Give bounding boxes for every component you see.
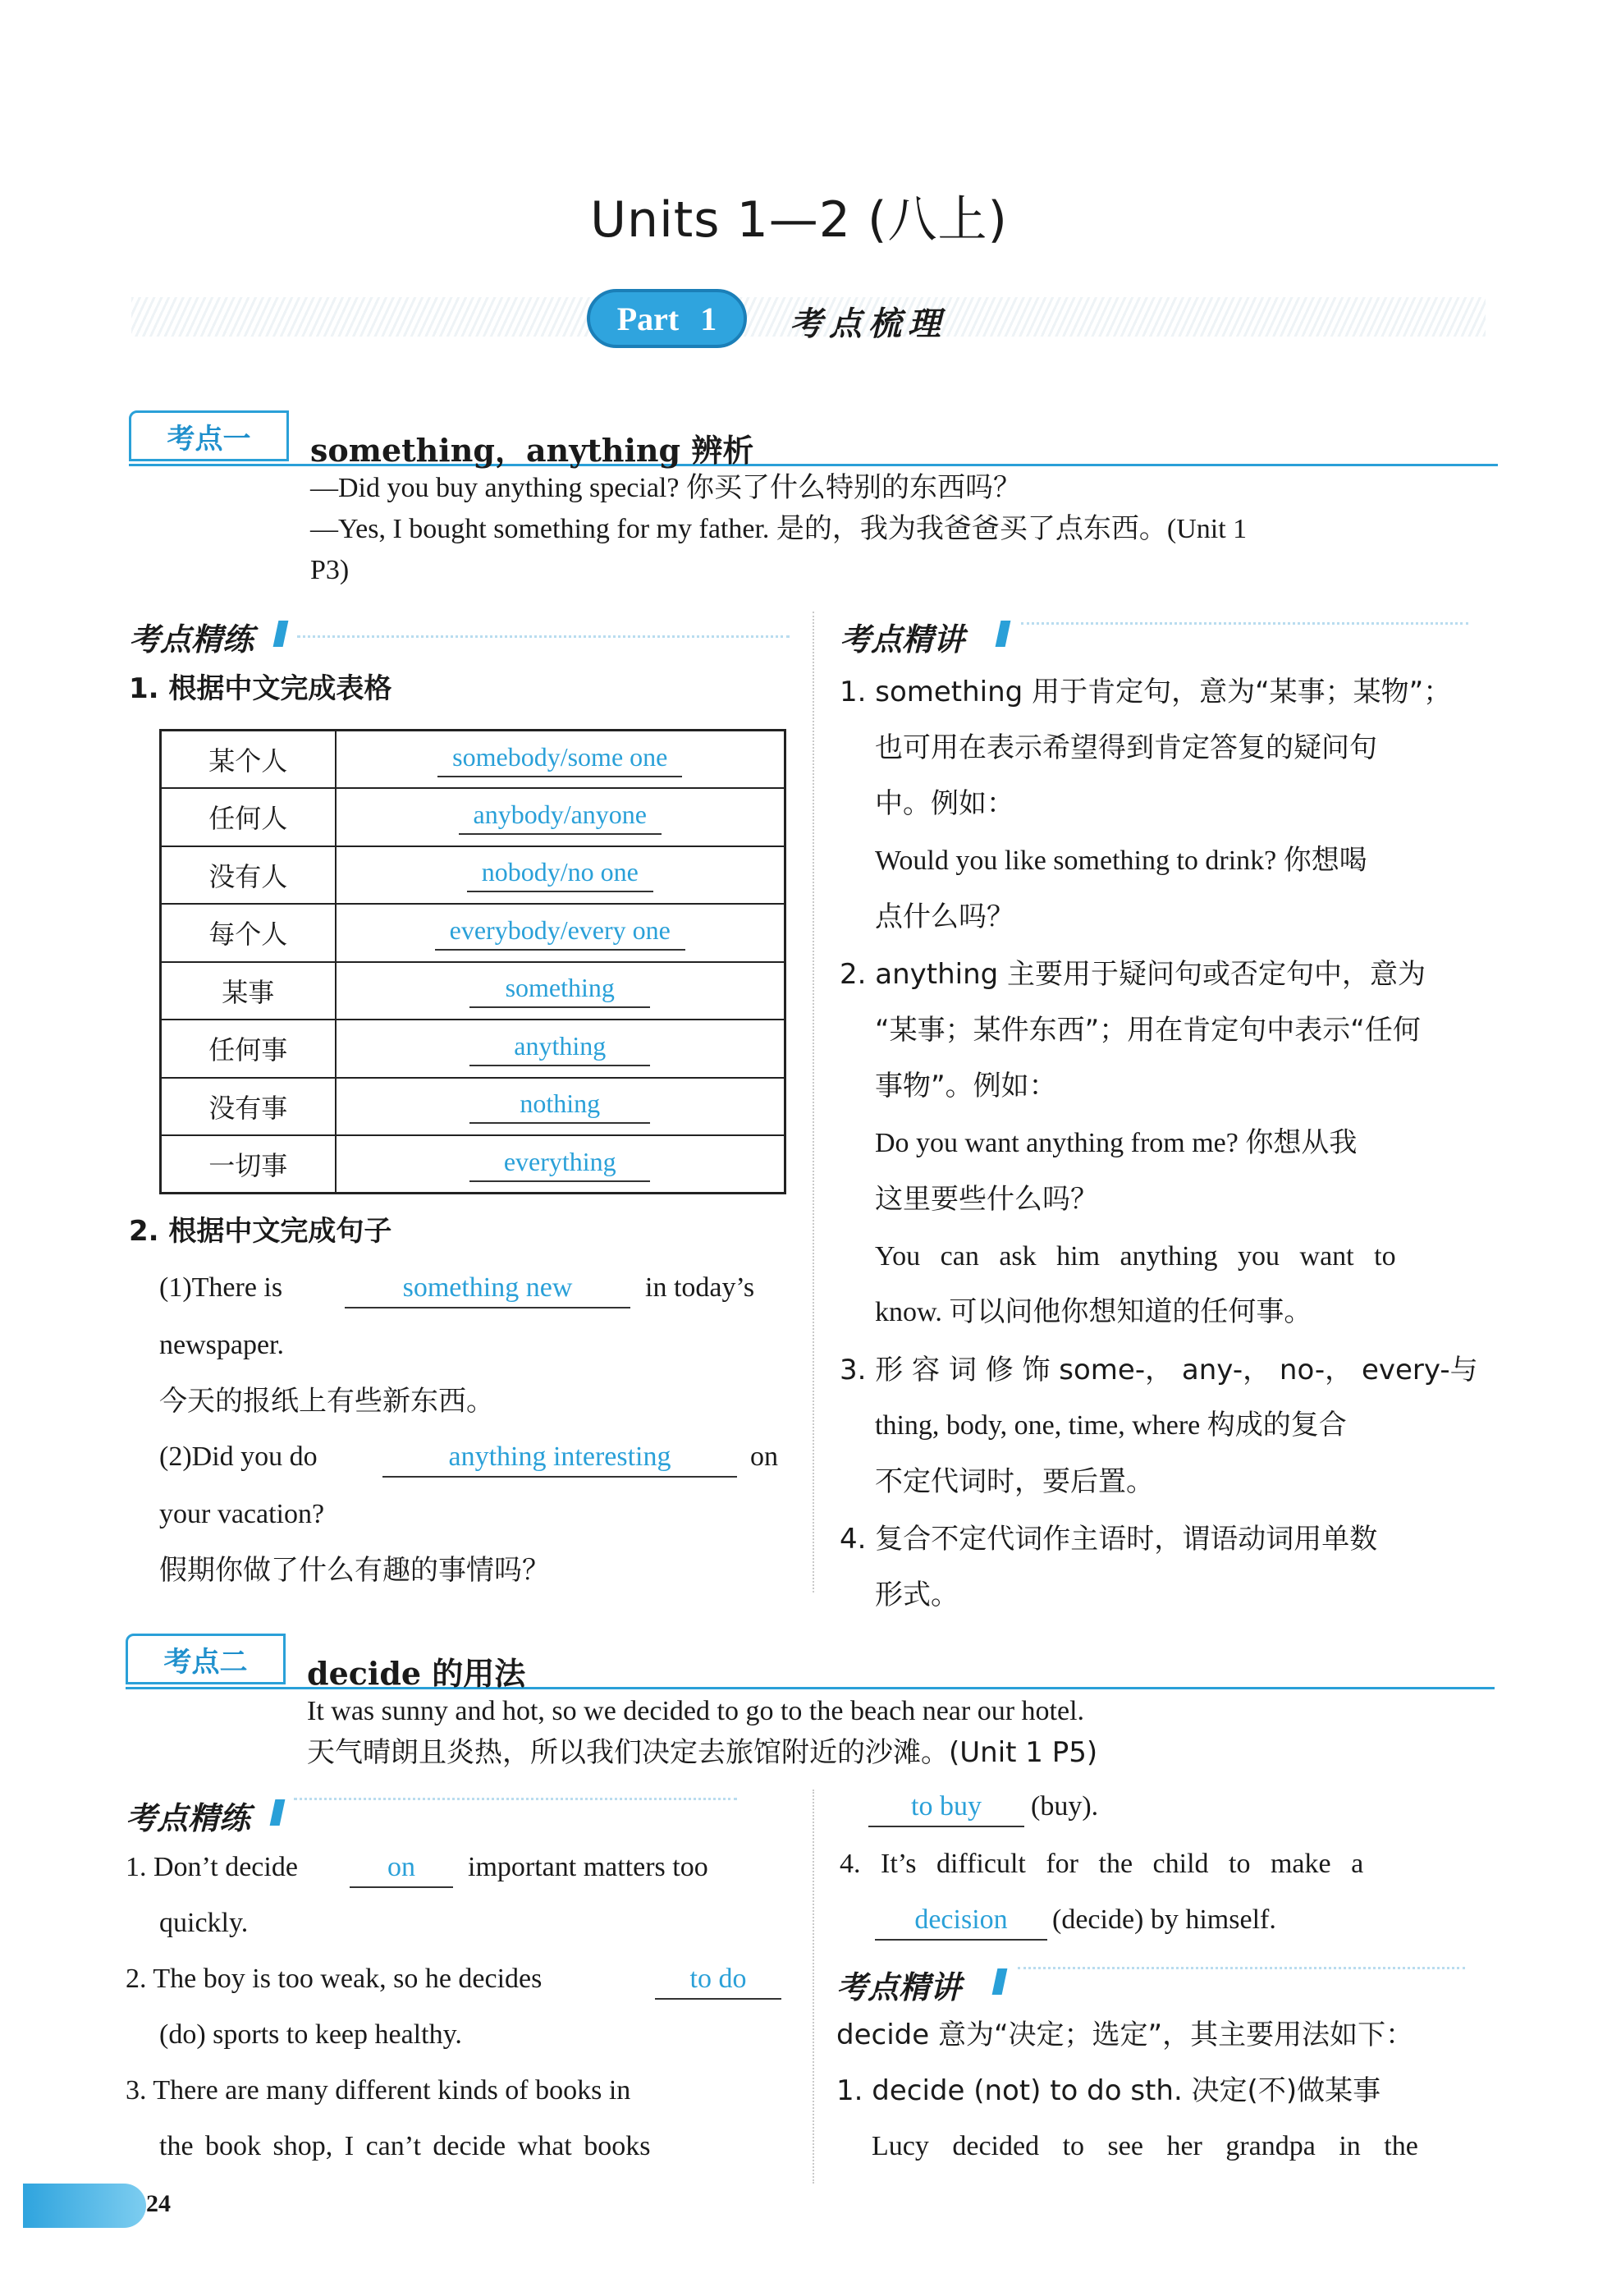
q2-s1-blank[interactable]: [345, 1274, 630, 1308]
lec1-line-13: 3. 形 容 词 修 饰 some-， any-， no-， every-与: [840, 1354, 1478, 1386]
table-cell-chinese: 某事: [161, 962, 336, 1020]
practice-heading-1: 考点精练: [129, 621, 254, 658]
p2-q1-cont: quickly.: [159, 1908, 249, 1938]
q2-s1-cont: newspaper.: [159, 1330, 285, 1360]
table-cell-chinese: 某个人: [161, 731, 336, 789]
table-row: [161, 962, 785, 1020]
practice-heading-1-bar: [273, 621, 289, 647]
practice-heading-2-bar: [270, 1799, 286, 1826]
lec1-line-17: 形式。: [875, 1579, 959, 1611]
q2-s1-post: in today’s: [645, 1272, 755, 1303]
lec1-line-11: You can ask him anything you want to: [875, 1241, 1396, 1272]
p2-q3-post: (buy).: [1031, 1791, 1099, 1822]
lec1-line-9: Do you want anything from me? 你想从我: [875, 1128, 1358, 1158]
table-answer-text: nothing: [469, 1088, 650, 1124]
kd2-example-2: 天气晴朗且炎热，所以我们决定去旅馆附近的沙滩。(Unit 1 P5): [307, 1736, 1098, 1769]
lec1-line-10: 这里要些什么吗？: [875, 1183, 1098, 1216]
lec1-line-6: 2. anything 主要用于疑问句或否定句中，意为: [840, 958, 1426, 991]
table-answer-text: everything: [469, 1147, 650, 1182]
table-answer-text: nobody/no one: [467, 857, 653, 892]
kd1-example-3: P3): [310, 555, 350, 585]
p2-q2-blank[interactable]: [655, 1965, 781, 2000]
kd1-example-2: —Yes, I bought something for my father. 是的，我为我爸爸买了点东西。(Unit 1: [310, 514, 1248, 544]
table-row: [161, 1078, 785, 1136]
q1-title: 1. 根据中文完成表格: [129, 672, 392, 705]
part-number: 1: [700, 300, 717, 337]
q2-s2-cont: your vacation?: [159, 1499, 325, 1529]
p2-q1-answer: on: [350, 1854, 453, 1888]
lec1-line-15: 不定代词时，要后置。: [875, 1465, 1154, 1498]
kd1-example-1: —Did you buy anything special? 你买了什么特别的东西吗？: [310, 473, 1021, 503]
p2-q2-pre: 2. The boy is too weak, so he decides: [126, 1964, 543, 1994]
q2-s1-pre: (1)There is: [159, 1272, 283, 1303]
lecture-heading-2-divider: [1018, 1967, 1465, 1969]
lec2-line-2: Lucy decided to see her grandpa in the: [872, 2131, 1418, 2161]
table-cell-answer[interactable]: [336, 788, 785, 846]
q2-s2-blank[interactable]: [382, 1443, 737, 1478]
table-answer-text: something: [469, 973, 650, 1008]
table-answer-text: anything: [469, 1031, 650, 1066]
table-cell-answer[interactable]: [336, 1020, 785, 1078]
table-row: [161, 788, 785, 846]
table-answer-text: everybody/every one: [435, 915, 685, 951]
table-cell-chinese: 一切事: [161, 1135, 336, 1194]
lec1-line-12: know. 可以问他你想知道的任何事。: [875, 1297, 1312, 1327]
part-badge: [587, 289, 747, 348]
table-cell-chinese: 每个人: [161, 904, 336, 962]
lec1-line-14: thing, body, one, time, where 构成的复合: [875, 1410, 1347, 1441]
p2-q4-line-1: 4. It’s difficult for the child to make a: [840, 1849, 1364, 1879]
table-cell-answer[interactable]: [336, 962, 785, 1020]
p2-q2-cont: (do) sports to keep healthy.: [159, 2019, 462, 2050]
p2-q1-pre: 1. Don’t decide: [126, 1852, 298, 1882]
lec1-line-4: Would you like something to drink? 你想喝: [875, 846, 1367, 876]
part-label: 考点梳理: [790, 305, 947, 343]
lecture-heading-2: 考点精讲: [836, 1969, 962, 2005]
lecture-heading-1: 考点精讲: [840, 621, 965, 658]
lec1-line-7: “某事；某件东西”；用在肯定句中表示“任何: [875, 1014, 1421, 1047]
q2-s1-answer: something new: [345, 1274, 630, 1308]
footer-bar: [23, 2184, 146, 2228]
practice-heading-2-divider: [294, 1798, 737, 1800]
q2-s2-pre: (2)Did you do: [159, 1441, 318, 1472]
kd2-example-1: It was sunny and hot, so we decided to go to the beach near our hotel.: [307, 1696, 1085, 1726]
table-cell-answer[interactable]: [336, 731, 785, 789]
table-answer-text: anybody/anyone: [459, 800, 662, 835]
table-row: [161, 1135, 785, 1194]
table-answer-text: somebody/some one: [437, 742, 682, 777]
q2-s2-cn: 假期你做了什么有趣的事情吗？: [159, 1554, 550, 1587]
q2-title: 2. 根据中文完成句子: [129, 1215, 392, 1248]
table-cell-chinese: 任何事: [161, 1020, 336, 1078]
lec1-line-8: 事物”。例如：: [875, 1070, 1057, 1102]
lec2-line-1: 1. decide (not) to do sth. 决定(不)做某事: [836, 2074, 1381, 2107]
lecture-heading-2-bar: [992, 1968, 1008, 1995]
table-cell-answer[interactable]: [336, 1135, 785, 1194]
table-cell-chinese: 任何人: [161, 788, 336, 846]
page-title: Units 1—2 (八上): [590, 191, 1008, 249]
practice-heading-2: 考点精练: [126, 1800, 251, 1836]
p2-q3-answer: to buy: [868, 1793, 1024, 1827]
lec1-line-3: 中。例如：: [875, 787, 1014, 820]
column-separator-2: [813, 1790, 814, 2184]
table-cell-chinese: 没有事: [161, 1078, 336, 1136]
lec2-intro: decide 意为“决定；选定”，其主要用法如下：: [836, 2019, 1414, 2051]
pronoun-table: [159, 729, 786, 1194]
kd2-tag: 考点二: [126, 1634, 286, 1684]
column-separator-1: [813, 612, 814, 1593]
lec1-line-5: 点什么吗？: [875, 901, 1014, 933]
practice-heading-1-divider: [297, 635, 790, 638]
q2-s1-cn: 今天的报纸上有些新东西。: [159, 1385, 494, 1418]
lec1-line-16: 4. 复合不定代词作主语时，谓语动词用单数: [840, 1523, 1378, 1556]
table-cell-answer[interactable]: [336, 1078, 785, 1136]
q2-s2-answer: anything interesting: [382, 1443, 737, 1478]
kd2-heading: decide 的用法: [307, 1655, 526, 1692]
p2-q4-answer: decision: [875, 1906, 1047, 1941]
lecture-heading-1-bar: [996, 621, 1011, 647]
lecture-heading-1-divider: [1021, 622, 1468, 625]
table-cell-chinese: 没有人: [161, 846, 336, 905]
table-cell-answer[interactable]: [336, 904, 785, 962]
table-row: [161, 846, 785, 905]
table-row: [161, 904, 785, 962]
kd1-tag: 考点一: [129, 410, 289, 461]
p2-q1-blank[interactable]: [350, 1854, 453, 1888]
lec1-line-2: 也可用在表示希望得到肯定答复的疑问句: [875, 731, 1377, 764]
kd1-heading: something，anything 辨析: [310, 432, 754, 469]
part-word: Part: [616, 300, 680, 337]
p2-q2-answer: to do: [655, 1965, 781, 2000]
lec1-line-1: 1. something 用于肯定句，意为“某事；某物”；: [840, 676, 1452, 708]
p2-q1-post: important matters too: [468, 1852, 708, 1882]
table-cell-answer[interactable]: [336, 846, 785, 905]
p2-q3-blank[interactable]: [868, 1793, 1024, 1827]
table-row: [161, 1020, 785, 1078]
p2-q4-blank[interactable]: [875, 1906, 1047, 1941]
p2-q3-line-1: 3. There are many different kinds of books in: [126, 2075, 631, 2106]
page-number: 24: [146, 2190, 171, 2217]
q2-s2-post: on: [750, 1441, 778, 1472]
p2-q3-line-2: the book shop, I can’t decide what books: [159, 2131, 651, 2161]
p2-q4-post: (decide) by himself.: [1052, 1904, 1276, 1935]
table-row: [161, 731, 785, 789]
